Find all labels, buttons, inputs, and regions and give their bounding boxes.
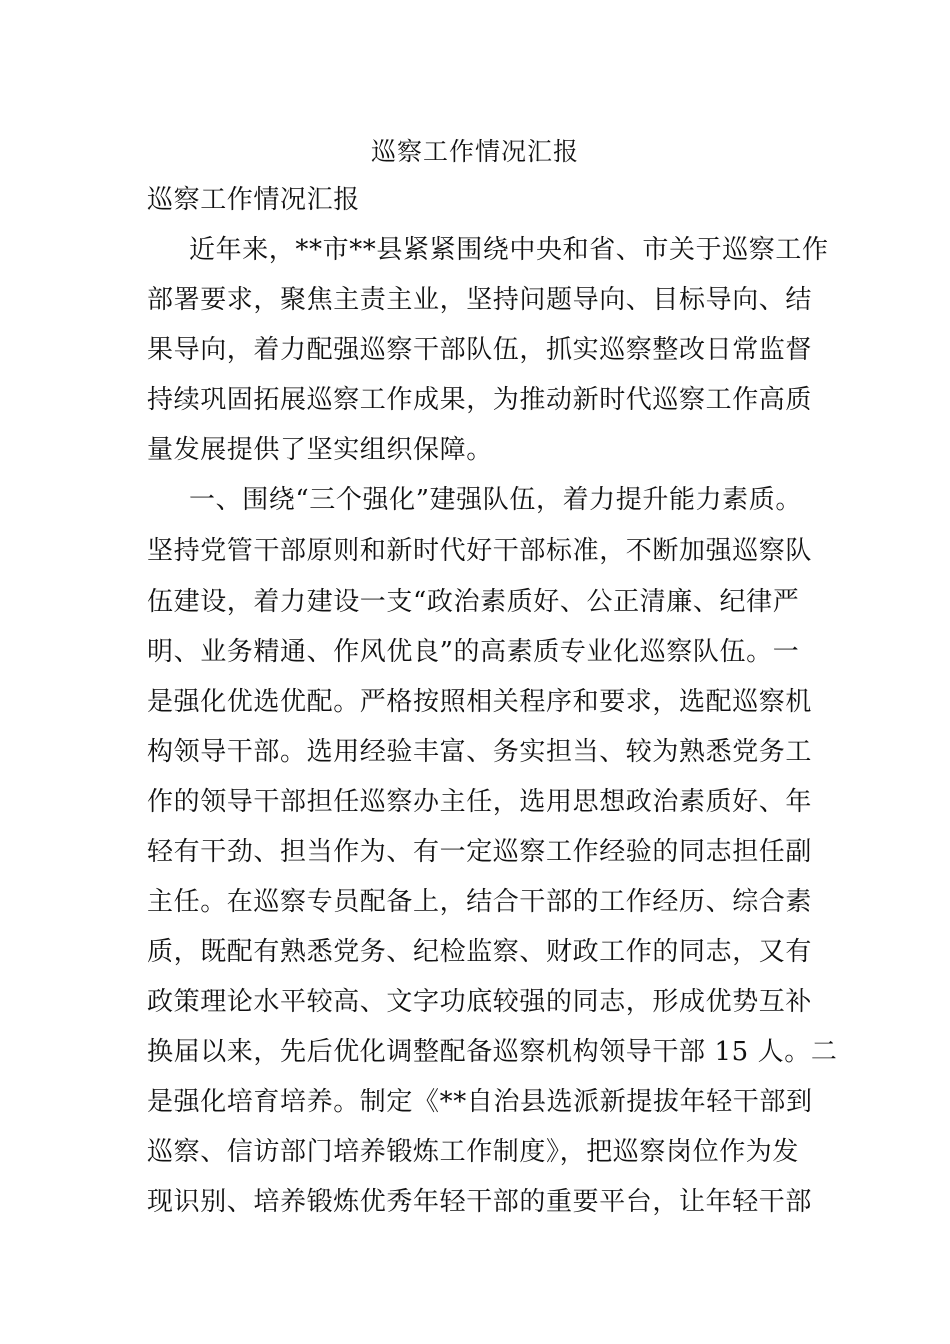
- text-line: 是强化培育培养。制定《**自治县选派新提拔年轻干部到: [147, 1087, 813, 1117]
- text-line: 部署要求，聚焦主责主业，坚持问题导向、目标导向、结: [147, 285, 813, 315]
- text-line: 作的领导干部担任巡察办主任，选用思想政治素质好、年: [147, 787, 813, 817]
- text-line: 量发展提供了坚实组织保障。: [147, 435, 493, 465]
- text-line: 主任。在巡察专员配备上，结合干部的工作经历、综合素: [147, 887, 813, 917]
- text-line: 坚持党管干部原则和新时代好干部标准，不断加强巡察队: [147, 536, 813, 566]
- text-line: 换届以来，先后优化调整配备巡察机构领导干部 15 人。二: [147, 1037, 838, 1067]
- text-line: 现识别、培养锻炼优秀年轻干部的重要平台，让年轻干部: [147, 1187, 813, 1217]
- section-heading: 一、围绕“三个强化”建强队伍，着力提升能力素质。: [189, 485, 802, 515]
- document-title: 巡察工作情况汇报: [370, 137, 579, 166]
- text-line: 质，既配有熟悉党务、纪检监察、财政工作的同志，又有: [147, 937, 813, 967]
- text-line: 明、业务精通、作风优良”的高素质专业化巡察队伍。一: [147, 637, 800, 667]
- document-subtitle: 巡察工作情况汇报: [147, 185, 360, 215]
- text-line: 持续巩固拓展巡察工作成果，为推动新时代巡察工作高质: [147, 385, 813, 415]
- text-line: 近年来，**市**县紧紧围绕中央和省、市关于巡察工作: [189, 235, 829, 265]
- text-line: 是强化优选优配。严格按照相关程序和要求，选配巡察机: [147, 687, 813, 717]
- text-line: 构领导干部。选用经验丰富、务实担当、较为熟悉党务工: [147, 737, 813, 767]
- text-line: 果导向，着力配强巡察干部队伍，抓实巡察整改日常监督: [147, 335, 813, 365]
- text-line: 轻有干劲、担当作为、有一定巡察工作经验的同志担任副: [147, 837, 813, 867]
- text-line: 政策理论水平较高、文字功底较强的同志，形成优势互补: [147, 987, 813, 1017]
- text-line: 巡察、信访部门培养锻炼工作制度》，把巡察岗位作为发: [147, 1137, 800, 1167]
- text-line: 伍建设，着力建设一支“政治素质好、公正清廉、纪律严: [147, 587, 800, 617]
